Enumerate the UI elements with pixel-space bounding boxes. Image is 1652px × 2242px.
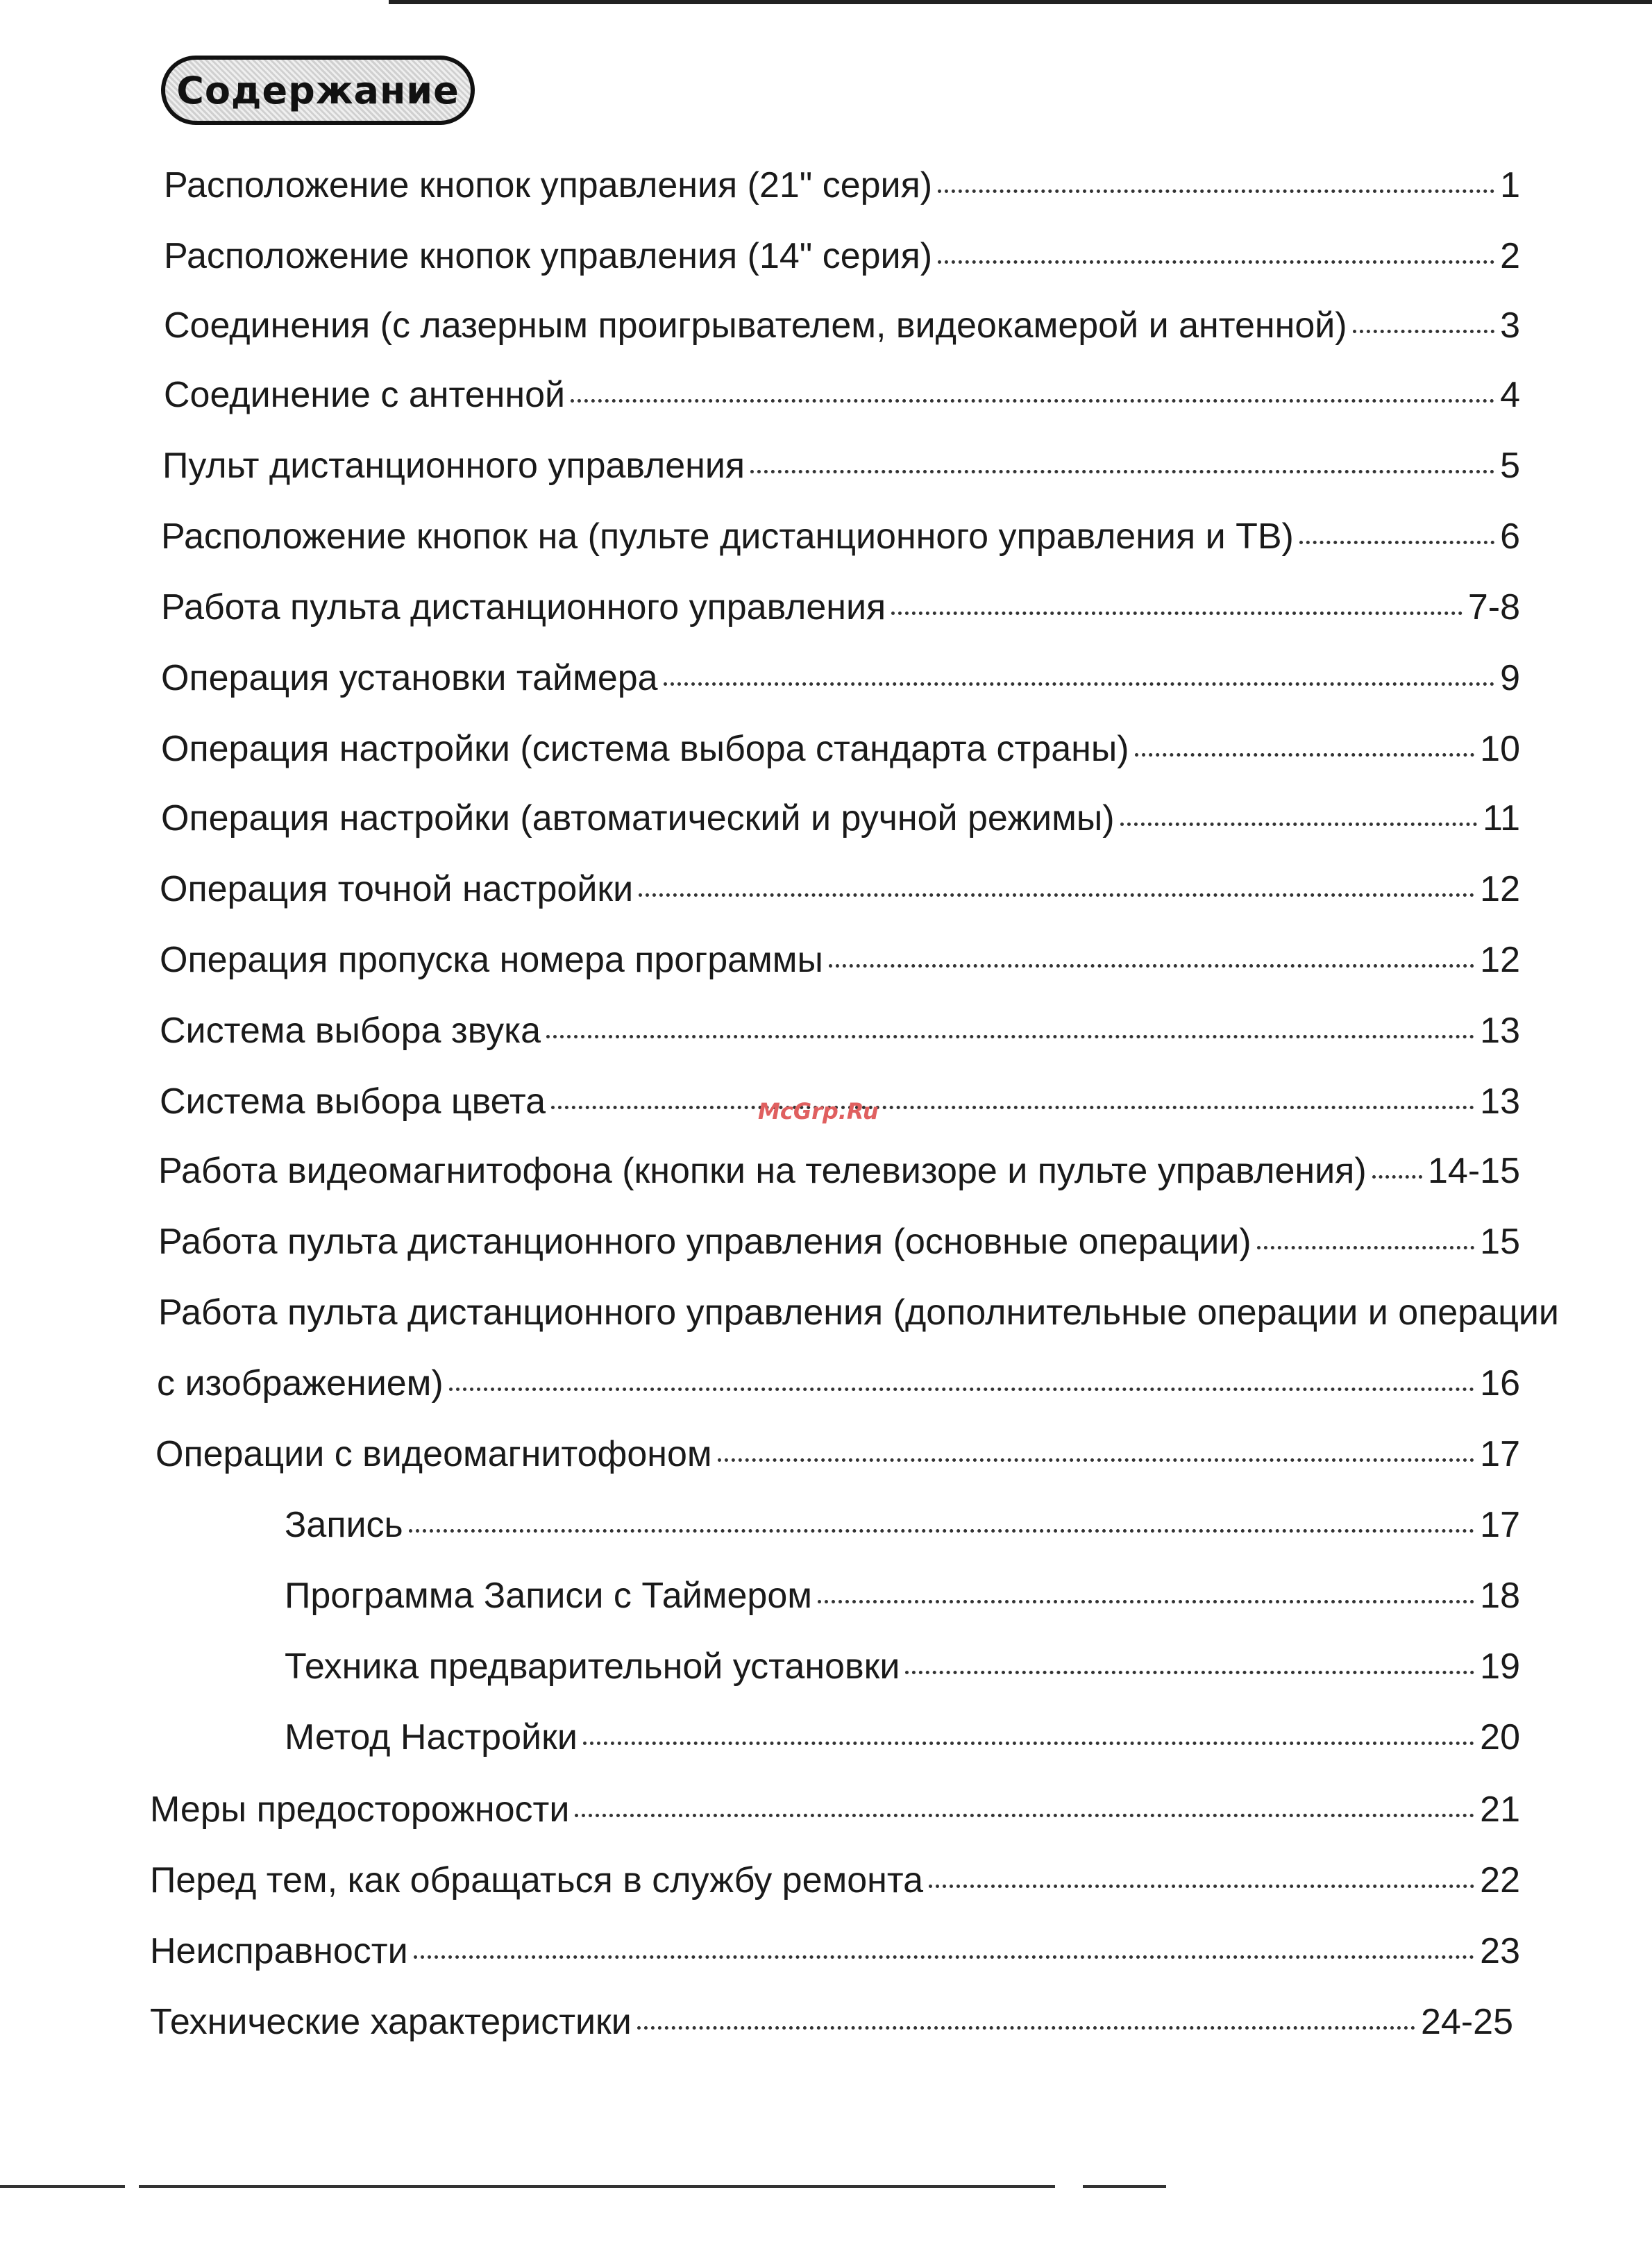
dot-leader	[575, 1814, 1474, 1817]
toc-entry-page: 17	[1480, 1505, 1520, 1545]
dot-leader	[637, 2026, 1415, 2030]
dot-leader	[1135, 753, 1475, 757]
toc-entry[interactable]	[160, 937, 1520, 983]
toc-entry-page: 2	[1500, 236, 1520, 276]
scan-bottom-edge	[139, 2185, 1055, 2188]
toc-entry-label: Работа пульта дистанционного управления	[161, 587, 886, 627]
toc-entry[interactable]	[155, 1431, 1520, 1477]
toc-entry-page: 12	[1480, 940, 1520, 980]
toc-entry-page: 14-15	[1428, 1151, 1520, 1191]
toc-entry[interactable]	[160, 1008, 1520, 1054]
toc-entry-page: 21	[1480, 1789, 1520, 1830]
toc-entry[interactable]	[164, 162, 1520, 208]
toc-entry-page: 3	[1500, 305, 1520, 346]
contents-title: Содержание	[176, 68, 460, 112]
toc-entry-label: Работа видеомагнитофона (кнопки на телевизоре и пульте управления)	[158, 1151, 1367, 1191]
dot-leader	[1372, 1175, 1422, 1179]
toc-entry-label: Расположение кнопок на (пульте дистанционного управления и ТВ)	[161, 516, 1294, 557]
toc-entry-page: 16	[1480, 1363, 1520, 1404]
dot-leader	[1299, 541, 1494, 544]
toc-entry-page: 13	[1480, 1011, 1520, 1051]
dot-leader	[546, 1035, 1474, 1038]
toc-entry-page: 24-25	[1421, 2002, 1513, 2042]
dot-leader	[818, 1600, 1474, 1603]
toc-entry[interactable]	[158, 1148, 1520, 1194]
dot-leader	[583, 1742, 1474, 1745]
toc-entry-label: Система выбора цвета	[160, 1081, 546, 1122]
toc-entry-page: 6	[1500, 516, 1520, 557]
toc-entry-label: Меры предосторожности	[150, 1789, 570, 1830]
toc-entry[interactable]	[161, 726, 1520, 772]
dot-leader	[409, 1529, 1475, 1533]
toc-entry-page: 18	[1480, 1576, 1520, 1616]
toc-entry-label: Соединение с антенной	[164, 375, 566, 415]
toc-entry-first-line: Работа пульта дистанционного управления (дополнительные операции и операции	[158, 1292, 1559, 1333]
toc-entry[interactable]	[157, 1360, 1520, 1406]
toc-entry[interactable]	[161, 795, 1520, 841]
dot-leader	[938, 189, 1494, 193]
toc-entry-label: Расположение кнопок управления (21" серия)	[164, 165, 933, 205]
toc-entry[interactable]	[150, 1928, 1520, 1974]
toc-entry-label: Пульт дистанционного управления	[162, 446, 745, 486]
toc-entry[interactable]	[164, 303, 1520, 348]
toc-entry-page: 11	[1483, 798, 1520, 838]
toc-entry-page: 10	[1480, 729, 1520, 769]
toc-entry[interactable]	[161, 655, 1520, 701]
toc-entry-page: 17	[1480, 1434, 1520, 1474]
dot-leader	[1257, 1246, 1475, 1249]
toc-entry-page: 19	[1480, 1646, 1520, 1687]
dot-leader	[639, 893, 1474, 897]
toc-entry-label: Техника предварительной установки	[285, 1646, 900, 1687]
dot-leader	[449, 1388, 1474, 1391]
toc-entry-page: 7-8	[1467, 587, 1520, 627]
toc-entry[interactable]	[158, 1219, 1520, 1265]
toc-entry-page: 13	[1480, 1081, 1520, 1122]
dot-leader	[829, 964, 1474, 968]
toc-entry-page: 12	[1480, 869, 1520, 909]
scan-bottom-edge	[1083, 2185, 1166, 2188]
toc-entry[interactable]	[164, 233, 1520, 279]
scan-bottom-edge	[0, 2185, 125, 2188]
watermark: McGrp.Ru	[758, 1098, 879, 1124]
dot-leader	[718, 1458, 1475, 1462]
toc-entry-label: Программа Записи с Таймером	[285, 1576, 813, 1616]
toc-entry[interactable]	[160, 866, 1520, 912]
toc-entry-label: Неисправности	[150, 1931, 408, 1971]
dot-leader	[571, 399, 1494, 403]
dot-leader	[905, 1671, 1474, 1674]
toc-entry-label: Операция настройки (автоматический и ручной режимы)	[161, 798, 1115, 838]
toc-entry[interactable]	[150, 1787, 1520, 1832]
toc-entry-label: с изображением)	[157, 1363, 444, 1404]
dot-leader	[938, 260, 1494, 264]
toc-entry-label: Операция точной настройки	[160, 869, 634, 909]
dot-leader	[1120, 823, 1477, 826]
dot-leader	[414, 1955, 1475, 1959]
dot-leader	[1353, 330, 1494, 333]
toc-entry-label: Запись	[285, 1505, 403, 1545]
toc-entry-label: Метод Настройки	[285, 1717, 578, 1758]
toc-entry-label: Работа пульта дистанционного управления (основные операции)	[158, 1222, 1251, 1262]
toc-subentry[interactable]	[285, 1644, 1520, 1689]
toc-subentry[interactable]	[285, 1502, 1520, 1548]
toc-entry-page: 1	[1500, 165, 1520, 205]
toc-entry[interactable]	[162, 443, 1520, 489]
toc-entry-page: 4	[1500, 375, 1520, 415]
toc-subentry[interactable]	[285, 1714, 1520, 1760]
dot-leader	[664, 682, 1494, 686]
toc-entry-label: Соединения (с лазерным проигрывателем, видеокамерой и антенной)	[164, 305, 1347, 346]
toc-entry[interactable]	[161, 514, 1520, 559]
toc-entry[interactable]	[164, 372, 1520, 418]
toc-entry-page: 20	[1480, 1717, 1520, 1758]
toc-entry[interactable]	[150, 1857, 1520, 1903]
dot-leader	[551, 1106, 1474, 1109]
toc-entry-page: 9	[1500, 658, 1520, 698]
toc-entry-page: 22	[1480, 1860, 1520, 1900]
toc-subentry[interactable]	[285, 1573, 1520, 1619]
toc-entry-page: 15	[1480, 1222, 1520, 1262]
toc-entry-label: Технические характеристики	[150, 2002, 632, 2042]
dot-leader	[891, 612, 1463, 615]
toc-entry[interactable]	[150, 1999, 1513, 2045]
toc-entry[interactable]	[161, 584, 1520, 630]
toc-entry-page: 23	[1480, 1931, 1520, 1971]
toc-entry-label: Операция настройки (система выбора стандарта страны)	[161, 729, 1129, 769]
dot-leader	[929, 1885, 1474, 1888]
toc-entry-label: Перед тем, как обращаться в службу ремонта	[150, 1860, 924, 1900]
toc-entry-label: Операции с видеомагнитофоном	[155, 1434, 712, 1474]
toc-entry-label: Операция пропуска номера программы	[160, 940, 823, 980]
toc-entry-label: Система выбора звука	[160, 1011, 541, 1051]
toc-entry-label: Расположение кнопок управления (14" серия)	[164, 236, 933, 276]
toc-entry-label: Операция установки таймера	[161, 658, 658, 698]
toc-entry-page: 5	[1500, 446, 1520, 486]
dot-leader	[750, 470, 1494, 473]
